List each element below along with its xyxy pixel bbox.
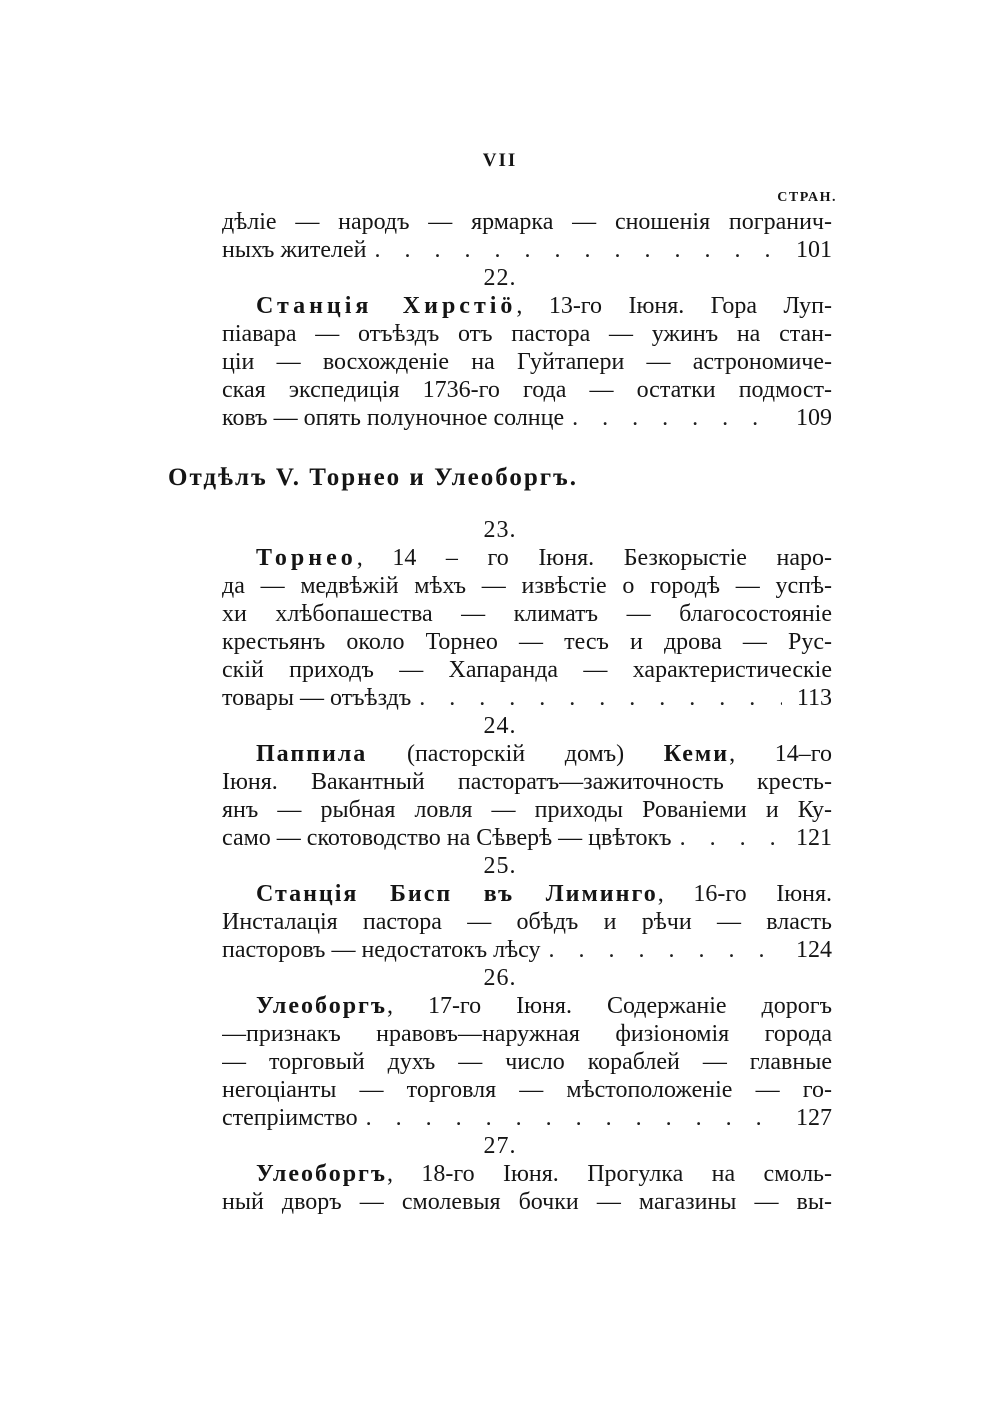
entry-number: 27. [483, 1133, 517, 1159]
entry-title-place: Кеми [663, 741, 730, 767]
toc-line: скій приходъ — Хапаранда — характеристическіе [222, 657, 832, 683]
page-ref: 124 [796, 937, 832, 963]
table-of-contents-section-v [222, 516, 832, 1216]
toc-text: степріимство [222, 1105, 358, 1131]
table-of-contents [222, 208, 832, 432]
toc-text: , 18-го Іюня. Прогулка на смоль- [386, 1161, 832, 1187]
toc-text: ковъ — опять полуночное солнце [222, 405, 565, 431]
entry-title: Улеоборгъ [256, 993, 387, 1019]
page-column-label: СТРАН. [777, 190, 837, 205]
page-number-roman: VII [482, 150, 518, 171]
entry-number: 24. [483, 713, 517, 739]
toc-line: ская экспедиція 1736-го года — остатки подмост- [222, 377, 832, 403]
toc-line-with-page [222, 936, 832, 964]
toc-line [222, 544, 832, 572]
toc-text: товары — отъѣздъ [222, 685, 412, 711]
entry-title: Торнео [256, 545, 357, 571]
toc-line: ный дворъ — смолевыя бочки — магазины — вы- [222, 1189, 832, 1215]
toc-text: , 13-го Іюня. Гора Луп- [516, 293, 832, 319]
toc-line: крестьянъ около Торнео — тесъ и дрова — Рус- [222, 629, 832, 655]
toc-line: —признакъ нравовъ—наружная физіономія города [222, 1021, 832, 1047]
page-ref: 101 [796, 237, 832, 263]
leader-dots [672, 824, 782, 852]
leader-dots [411, 684, 782, 712]
page-ref: 113 [796, 685, 832, 711]
toc-text: ныхъ жителей [222, 237, 367, 263]
toc-text: (пасторскій домъ) [367, 741, 664, 767]
toc-text: , 16-го Іюня. [657, 881, 832, 907]
toc-line: янъ — рыбная ловля — приходы Рованіеми и Ку- [222, 797, 832, 823]
entry-title: Станція Бисп въ Лиминго [256, 881, 658, 907]
leader-dots [564, 404, 782, 432]
toc-line-with-page [222, 684, 832, 712]
toc-line: піавара — отъѣздъ отъ пастора — ужинъ на стан- [222, 321, 832, 347]
page-ref: 121 [796, 825, 832, 851]
toc-line-with-page [222, 1104, 832, 1132]
toc-line: ціи — восхожденіе на Гуйтапери — астрономиче- [222, 349, 832, 375]
entry-title: Улеоборгъ [256, 1161, 387, 1187]
toc-text: само — скотоводство на Сѣверѣ — цвѣтокъ [222, 825, 672, 851]
entry-number: 22. [483, 265, 517, 291]
section-heading: Отдѣлъ V. Торнео и Улеоборгъ. [168, 464, 578, 491]
toc-line [222, 880, 832, 908]
entry-title: Паппила [256, 741, 368, 767]
toc-line: — торговый духъ — число кораблей — главные [222, 1049, 832, 1075]
leader-dots [367, 236, 782, 264]
toc-line: хи хлѣбопашества — климатъ — благосостояніе [222, 601, 832, 627]
toc-text: , 14–го [729, 741, 832, 767]
toc-line [222, 1160, 832, 1188]
entry-number: 26. [483, 965, 517, 991]
toc-line [222, 740, 832, 768]
toc-text: , 17-го Іюня. Содержаніе дорогъ [386, 993, 832, 1019]
toc-line-with-page [222, 824, 832, 852]
entry-number: 23. [483, 517, 517, 543]
toc-line: Инсталація пастора — обѣдъ и рѣчи — власть [222, 909, 832, 935]
toc-text: пасторовъ — недостатокъ лѣсу [222, 937, 541, 963]
toc-line [222, 292, 832, 320]
leader-dots [358, 1104, 782, 1132]
toc-line [222, 992, 832, 1020]
toc-line: дѣліе — народъ — ярмарка — сношенія погранич- [222, 209, 832, 235]
entry-title: Станція Хирстіö [256, 293, 517, 319]
toc-line-with-page [222, 404, 832, 432]
toc-line: да — медвѣжій мѣхъ — извѣстіе о городѣ — успѣ- [222, 573, 832, 599]
page-ref: 127 [796, 1105, 832, 1131]
page-ref: 109 [796, 405, 832, 431]
leader-dots [541, 936, 782, 964]
entry-number: 25. [483, 853, 517, 879]
toc-line: Іюня. Вакантный пасторатъ—зажиточность кресть- [222, 769, 832, 795]
toc-line-with-page [222, 236, 832, 264]
toc-text: , 14 – го Іюня. Безкорыстіе наро- [356, 545, 832, 571]
toc-line: негоціанты — торговля — мѣстоположеніе — го- [222, 1077, 832, 1103]
